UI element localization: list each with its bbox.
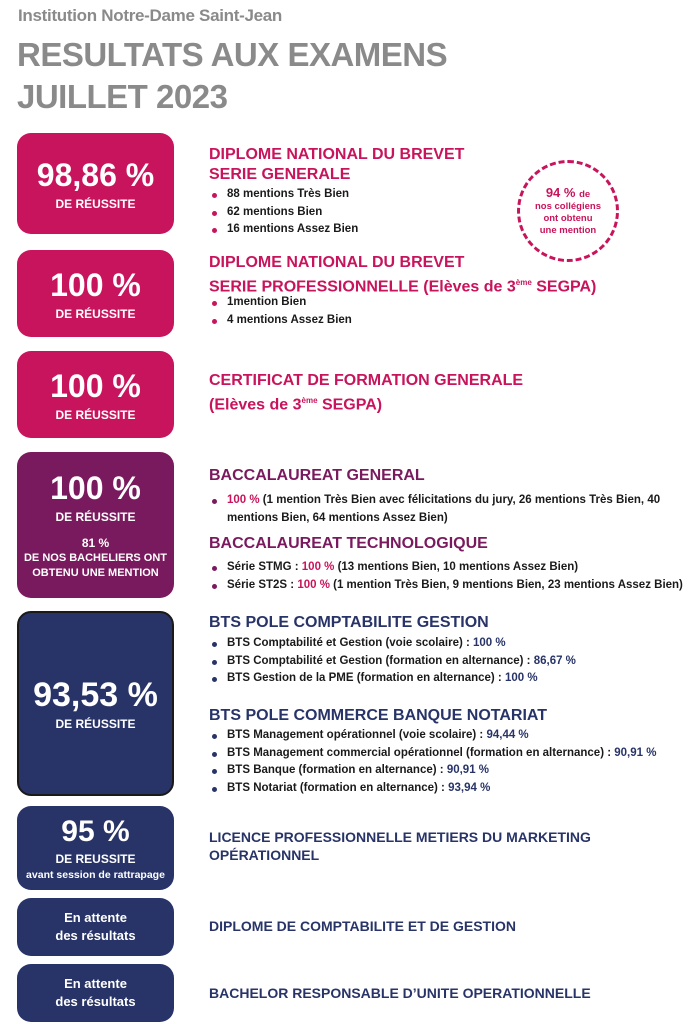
pending-label: En attente bbox=[64, 976, 127, 991]
list-bac-general bbox=[209, 492, 689, 527]
list-bts-commerce bbox=[209, 727, 656, 797]
pending-label: des résultats bbox=[55, 928, 136, 943]
section-title-brevet-pro bbox=[209, 253, 596, 297]
list-item: 62 mentions Bien bbox=[209, 204, 358, 222]
page-title bbox=[17, 34, 447, 118]
item-label: BTS Comptabilité et Gestion (voie scolaire) : bbox=[227, 637, 474, 649]
item-label: BTS Management commercial opérationnel (formation en alternance) : bbox=[227, 746, 615, 759]
result-value: 100 % bbox=[227, 494, 260, 506]
item-label: Série ST2S : bbox=[227, 578, 298, 591]
result-value: 100 % bbox=[473, 637, 506, 649]
result-label: DE RÉUSSITE bbox=[55, 716, 136, 731]
result-value: 90,91 % bbox=[446, 764, 490, 776]
title-line-1: RESULTATS AUX EXAMENS bbox=[17, 36, 448, 73]
result-percentage: 95 % bbox=[61, 814, 130, 848]
detail-text: mentions Bien, 64 mentions Assez Bien) bbox=[227, 511, 448, 524]
institution-name: Institution Notre-Dame Saint-Jean bbox=[18, 6, 283, 25]
pending-label: En attente bbox=[64, 910, 127, 925]
mention-percentage: 81 % bbox=[81, 535, 110, 550]
result-card-licence bbox=[17, 806, 174, 890]
result-percentage: 93,53 % bbox=[33, 675, 158, 714]
list-item bbox=[209, 780, 656, 798]
list-item bbox=[209, 762, 656, 780]
title-line: SEGPA) bbox=[531, 278, 597, 296]
result-label: DE REUSSITE bbox=[55, 851, 136, 866]
bubble-percentage: 94 % bbox=[545, 185, 576, 200]
result-value: 100 % bbox=[504, 672, 538, 684]
list-brevet-general bbox=[209, 186, 358, 239]
section-title-bac-techno: BACCALAUREAT TECHNOLOGIQUE bbox=[209, 535, 488, 552]
section-title-licence bbox=[209, 828, 591, 864]
list-item: 16 mentions Assez Bien bbox=[209, 221, 358, 239]
section-title-bac-general: BACCALAUREAT GENERAL bbox=[209, 467, 425, 484]
list-brevet-pro bbox=[209, 294, 352, 329]
result-label: DE RÉUSSITE bbox=[55, 196, 136, 211]
result-card-bts bbox=[17, 611, 174, 796]
result-percentage: 100 % bbox=[50, 266, 141, 303]
result-label: DE RÉUSSITE bbox=[55, 407, 136, 422]
item-label: BTS Comptabilité et Gestion (formation en alternance) : bbox=[227, 654, 534, 667]
section-title-bts-commerce: BTS POLE COMMERCE BANQUE NOTARIAT bbox=[209, 707, 548, 724]
title-line: DIPLOME NATIONAL DU BREVET bbox=[209, 146, 465, 163]
result-label: DE RÉUSSITE bbox=[55, 509, 136, 524]
list-item: 88 mentions Très Bien bbox=[209, 186, 358, 204]
section-title-brevet-general bbox=[209, 145, 464, 185]
superscript: ème bbox=[515, 278, 532, 287]
list-item bbox=[209, 727, 656, 745]
item-label: BTS Notariat (formation en alternance) : bbox=[227, 781, 449, 794]
list-bts-compta bbox=[209, 635, 576, 688]
result-card-dcg bbox=[17, 898, 174, 956]
title-line: DIPLOME NATIONAL DU BREVET bbox=[209, 254, 465, 271]
detail-text: (1 mention Très Bien, 9 mentions Bien, 23 mentions Assez Bien) bbox=[329, 578, 683, 591]
result-percentage: 100 % bbox=[50, 367, 141, 404]
result-value: 93,94 % bbox=[448, 781, 491, 794]
bubble-text: nos collégiens bbox=[535, 201, 601, 212]
detail-text: (1 mention Très Bien avec félicitations du jury, 26 mentions Très Bien, 40 bbox=[259, 494, 661, 506]
result-card-brevet-general bbox=[17, 133, 174, 234]
list-item bbox=[209, 492, 689, 510]
result-value: 100 % bbox=[297, 578, 330, 591]
title-line-2: JUILLET 2023 bbox=[17, 78, 228, 115]
result-card-brevet-pro bbox=[17, 250, 174, 337]
bubble-text: de bbox=[579, 189, 591, 200]
result-percentage: 100 % bbox=[50, 469, 141, 506]
list-item: 4 mentions Assez Bien bbox=[209, 312, 352, 330]
result-card-bac bbox=[17, 452, 174, 598]
list-item bbox=[209, 559, 696, 577]
list-item: 1mention Bien bbox=[209, 294, 352, 312]
mention-label: OBTENU UNE MENTION bbox=[32, 566, 159, 579]
result-value: 86,67 % bbox=[533, 654, 576, 667]
list-item bbox=[209, 653, 576, 671]
result-value: 100 % bbox=[301, 561, 335, 573]
detail-text: (13 mentions Bien, 10 mentions Assez Bien) bbox=[334, 561, 579, 573]
list-item-continued bbox=[209, 510, 689, 528]
result-card-cfg bbox=[17, 351, 174, 438]
title-line: (Elèves de 3 bbox=[209, 396, 302, 414]
title-line: SEGPA) bbox=[317, 396, 383, 414]
title-line: OPÉRATIONNEL bbox=[209, 847, 320, 863]
superscript: ème bbox=[301, 396, 318, 405]
result-value: 94,44 % bbox=[486, 729, 529, 741]
title-line: LICENCE PROFESSIONNELLE METIERS DU MARKETING bbox=[209, 829, 591, 845]
mention-label: DE NOS BACHELIERS ONT bbox=[23, 551, 167, 564]
pending-label: des résultats bbox=[55, 994, 136, 1009]
result-percentage: 98,86 % bbox=[36, 156, 155, 193]
item-label: BTS Management opérationnel (voie scolaire) : bbox=[227, 729, 487, 741]
item-label: BTS Banque (formation en alternance) : bbox=[227, 764, 447, 776]
title-line: SERIE PROFESSIONNELLE (Elèves de 3 bbox=[209, 278, 516, 296]
section-title-dcg: DIPLOME DE COMPTABILITE ET DE GESTION bbox=[209, 918, 516, 934]
bubble-text: ont obtenu bbox=[543, 213, 593, 224]
mention-bubble bbox=[517, 160, 619, 262]
section-title-bts-compta: BTS POLE COMPTABILITE GESTION bbox=[209, 614, 489, 631]
list-item bbox=[209, 635, 576, 653]
result-note: avant session de rattrapage bbox=[26, 868, 165, 881]
list-bac-techno bbox=[209, 559, 696, 594]
list-item bbox=[209, 577, 696, 595]
result-card-bachelor bbox=[17, 964, 174, 1022]
result-value: 90,91 % bbox=[614, 746, 657, 759]
item-label: BTS Gestion de la PME (formation en alternance) : bbox=[227, 672, 505, 684]
list-item bbox=[209, 745, 656, 763]
title-line: CERTIFICAT DE FORMATION GENERALE bbox=[209, 372, 524, 389]
title-line: SERIE GENERALE bbox=[209, 166, 351, 183]
item-label: Série STMG : bbox=[227, 561, 302, 573]
bubble-text: une mention bbox=[539, 225, 597, 236]
section-title-cfg bbox=[209, 371, 523, 415]
section-title-bachelor: BACHELOR RESPONSABLE D’UNITE OPERATIONNELLE bbox=[209, 985, 591, 1001]
result-label: DE RÉUSSITE bbox=[55, 306, 136, 321]
list-item bbox=[209, 670, 576, 688]
